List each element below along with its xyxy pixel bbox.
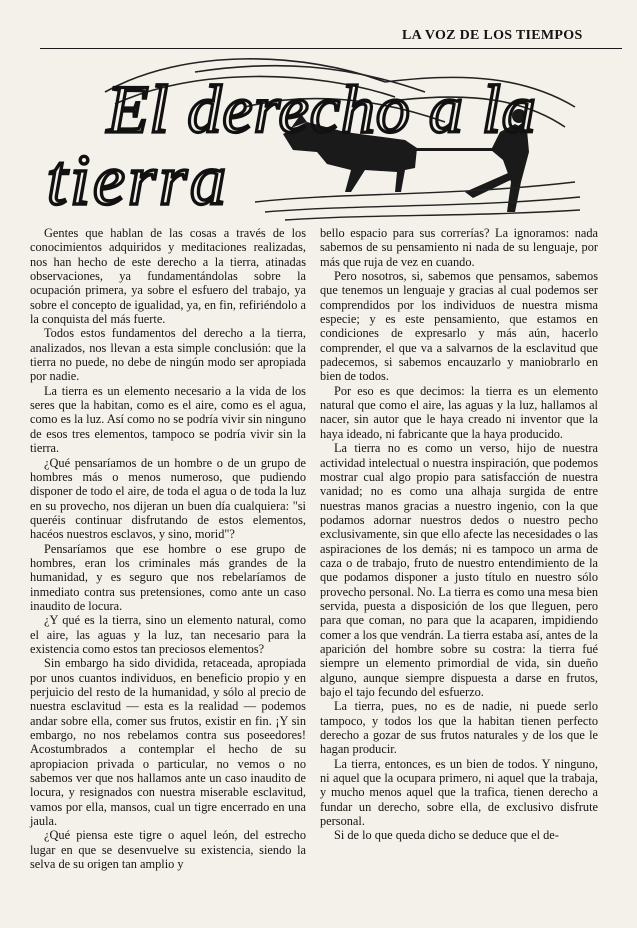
paragraph: La tierra es un elemento necesario a la vida de los seres que la habitan, como es el aire, como es el agua, como es la luz. Así como no se podría vivir sin ninguno de esos tres elementos, tampoco se podría vivir sin la tierra. [30, 383, 306, 456]
header-divider [40, 48, 622, 49]
running-header: LA VOZ DE LOS TIEMPOS [402, 28, 583, 43]
title-line-2: tierra [47, 140, 230, 220]
paragraph: La tierra no es como un verso, hijo de nuestra actividad intelectual o nuestra inspiración, que podemos mostrar cual algo propio para satisfacción de nuestra vanidad; no es como una alhaja surgida de entre nuestras manos gracias a nuestro ingenio, con la que podamos adornar nuestros dedos o nuestro pecho exclusivamente, sin que ello afecte las necesidades o las aspiraciones de los demás; ni es tampoco un arma de caza o de trabajo, fruto de nuestro entendimiento de la que podamos disponer a justo título en nuestro sólo provecho personal. No. La tierra es como una mesa bien servida, puesta a disposición de los que lleguen, pero para que coman, no para que la acaparen, impidiendo comer a los que vendrán. La tierra estaba así, antes de la aparición del hombre sobre su costra: la tierra fué siempre un elemento primordial de vida, sin dueño alguno, aunque siempre dispuesta a darse en frutos, bajo el tajo fecundo del esfuerzo. [320, 441, 598, 699]
paragraph: Gentes que hablan de las cosas a través de los conocimientos adquiridos y meditaciones realizadas, nos han hecho de este derecho a la tierra, atinadas observaciones, ya fundamentándolas sobre la ocupación primera, ya sobre el esfuero del trabajo, ya sobre el concepto de igualidad, ya, en fin, refiriéndolo a la conquista del más fuerte. [30, 226, 306, 327]
paragraph: Todos estos fundamentos del derecho a la tierra, analizados, nos llevan a esta simple conclusión: que la tierra no puede, no debe de ningún modo ser apropiada por nadie. [30, 326, 306, 384]
paragraph: Sin embargo ha sido dividida, retaceada, apropiada por unos cuantos individuos, en beneficio propio y en perjuicio del resto de la humanidad, y sólo al precio de nuestra esclavitud — esta es la realidad — podemos andar sobre ella, comer sus frutos, existir en fin. ¡Y sin embargo, no nos rebelamos contra sus poseedores! Acostumbrados a contemplar el hecho de su apropiacion privada o particular, no vemos o no sabemos ver que nos hallamos ante un caso inaudito de locura, y resignados con nuestra miserable esclavitud, vamos por ella, mansos, cual un tigre encerrado en una jaula. [30, 656, 306, 829]
paragraph: ¿Y qué es la tierra, sino un elemento natural, como el aire, las aguas y la luz, tan necesario para la existencia como estos tan preciosos elementos? [30, 613, 306, 656]
furrow-lines [255, 182, 580, 220]
paragraph: ¿Qué pensaríamos de un hombre o de un grupo de hombres más o menos numeroso, que pudiendo disponer de todo el aire, de toda el agua o de toda la luz en su provecho, nos dijeran un buen día cualquiera: "si queréis continuar disfrutando de estos elementos, hacéos nuestros esclavos, y sino, morid"? [30, 455, 306, 542]
left-text-column [30, 226, 306, 871]
paragraph: ¿Qué piensa este tigre o aquel león, del estrecho lugar en que se desenvuelve su existencia, siendo la selva de su origen tan amplio y [30, 828, 306, 872]
paragraph: Por eso es que decimos: la tierra es un elemento natural que como el aire, las aguas y la luz, hallamos al nacer, sin autor que le haya creado ni inventor que la haya ideado, ni fabricante que la haya producido. [320, 383, 598, 441]
paragraph: Si de lo que queda dicho se deduce que el de- [334, 828, 559, 843]
title-illustration [45, 52, 590, 222]
paragraph: Pensaríamos que ese hombre o ese grupo de hombres, eran los criminales más grandes de la humanidad, y es seguro que nos rebelaríamos de inmediato contra sus pretensiones, como ante un caso inaudito de locura. [30, 541, 306, 613]
title-line-1: El derecho a la [107, 71, 537, 147]
paragraph: Pero nosotros, si, sabemos que pensamos, sabemos que tenemos un lenguaje y gracias al cual podemos ser comprendidos por los individuos de nuestra misma especie; y es este pensamiento, que estamos en condiciones de expresarlo y más aún, hacerlo comprender, el que va a salvarnos de la esclavitud que padecemos, si sabemos encauzarlo y maniobrarlo en bien de todos. [320, 269, 598, 384]
paragraph-continuation: bello espacio para sus correrías? La ignoramos: nada sabemos de su pensamiento ni nada de su lenguaje, por más que ruja de vez en cuando. [320, 226, 598, 269]
paragraph: La tierra, pues, no es de nadie, ni puede serlo tampoco, y todos los que la habitan tienen perfecto derecho a gozar de sus frutos naturales y de los que le hagan producir. [320, 699, 598, 757]
right-text-column [320, 226, 598, 843]
paragraph: La tierra, entonces, es un bien de todos. Y ninguno, ni aquel que la ocupara primero, ni aquel que la trabaja, y mucho menos aquel que la trafica, tienen derecho a fundar un derecho, sobre ella, de exclusivo disfrute personal. [320, 756, 598, 829]
hand-lettered-title [45, 52, 590, 222]
